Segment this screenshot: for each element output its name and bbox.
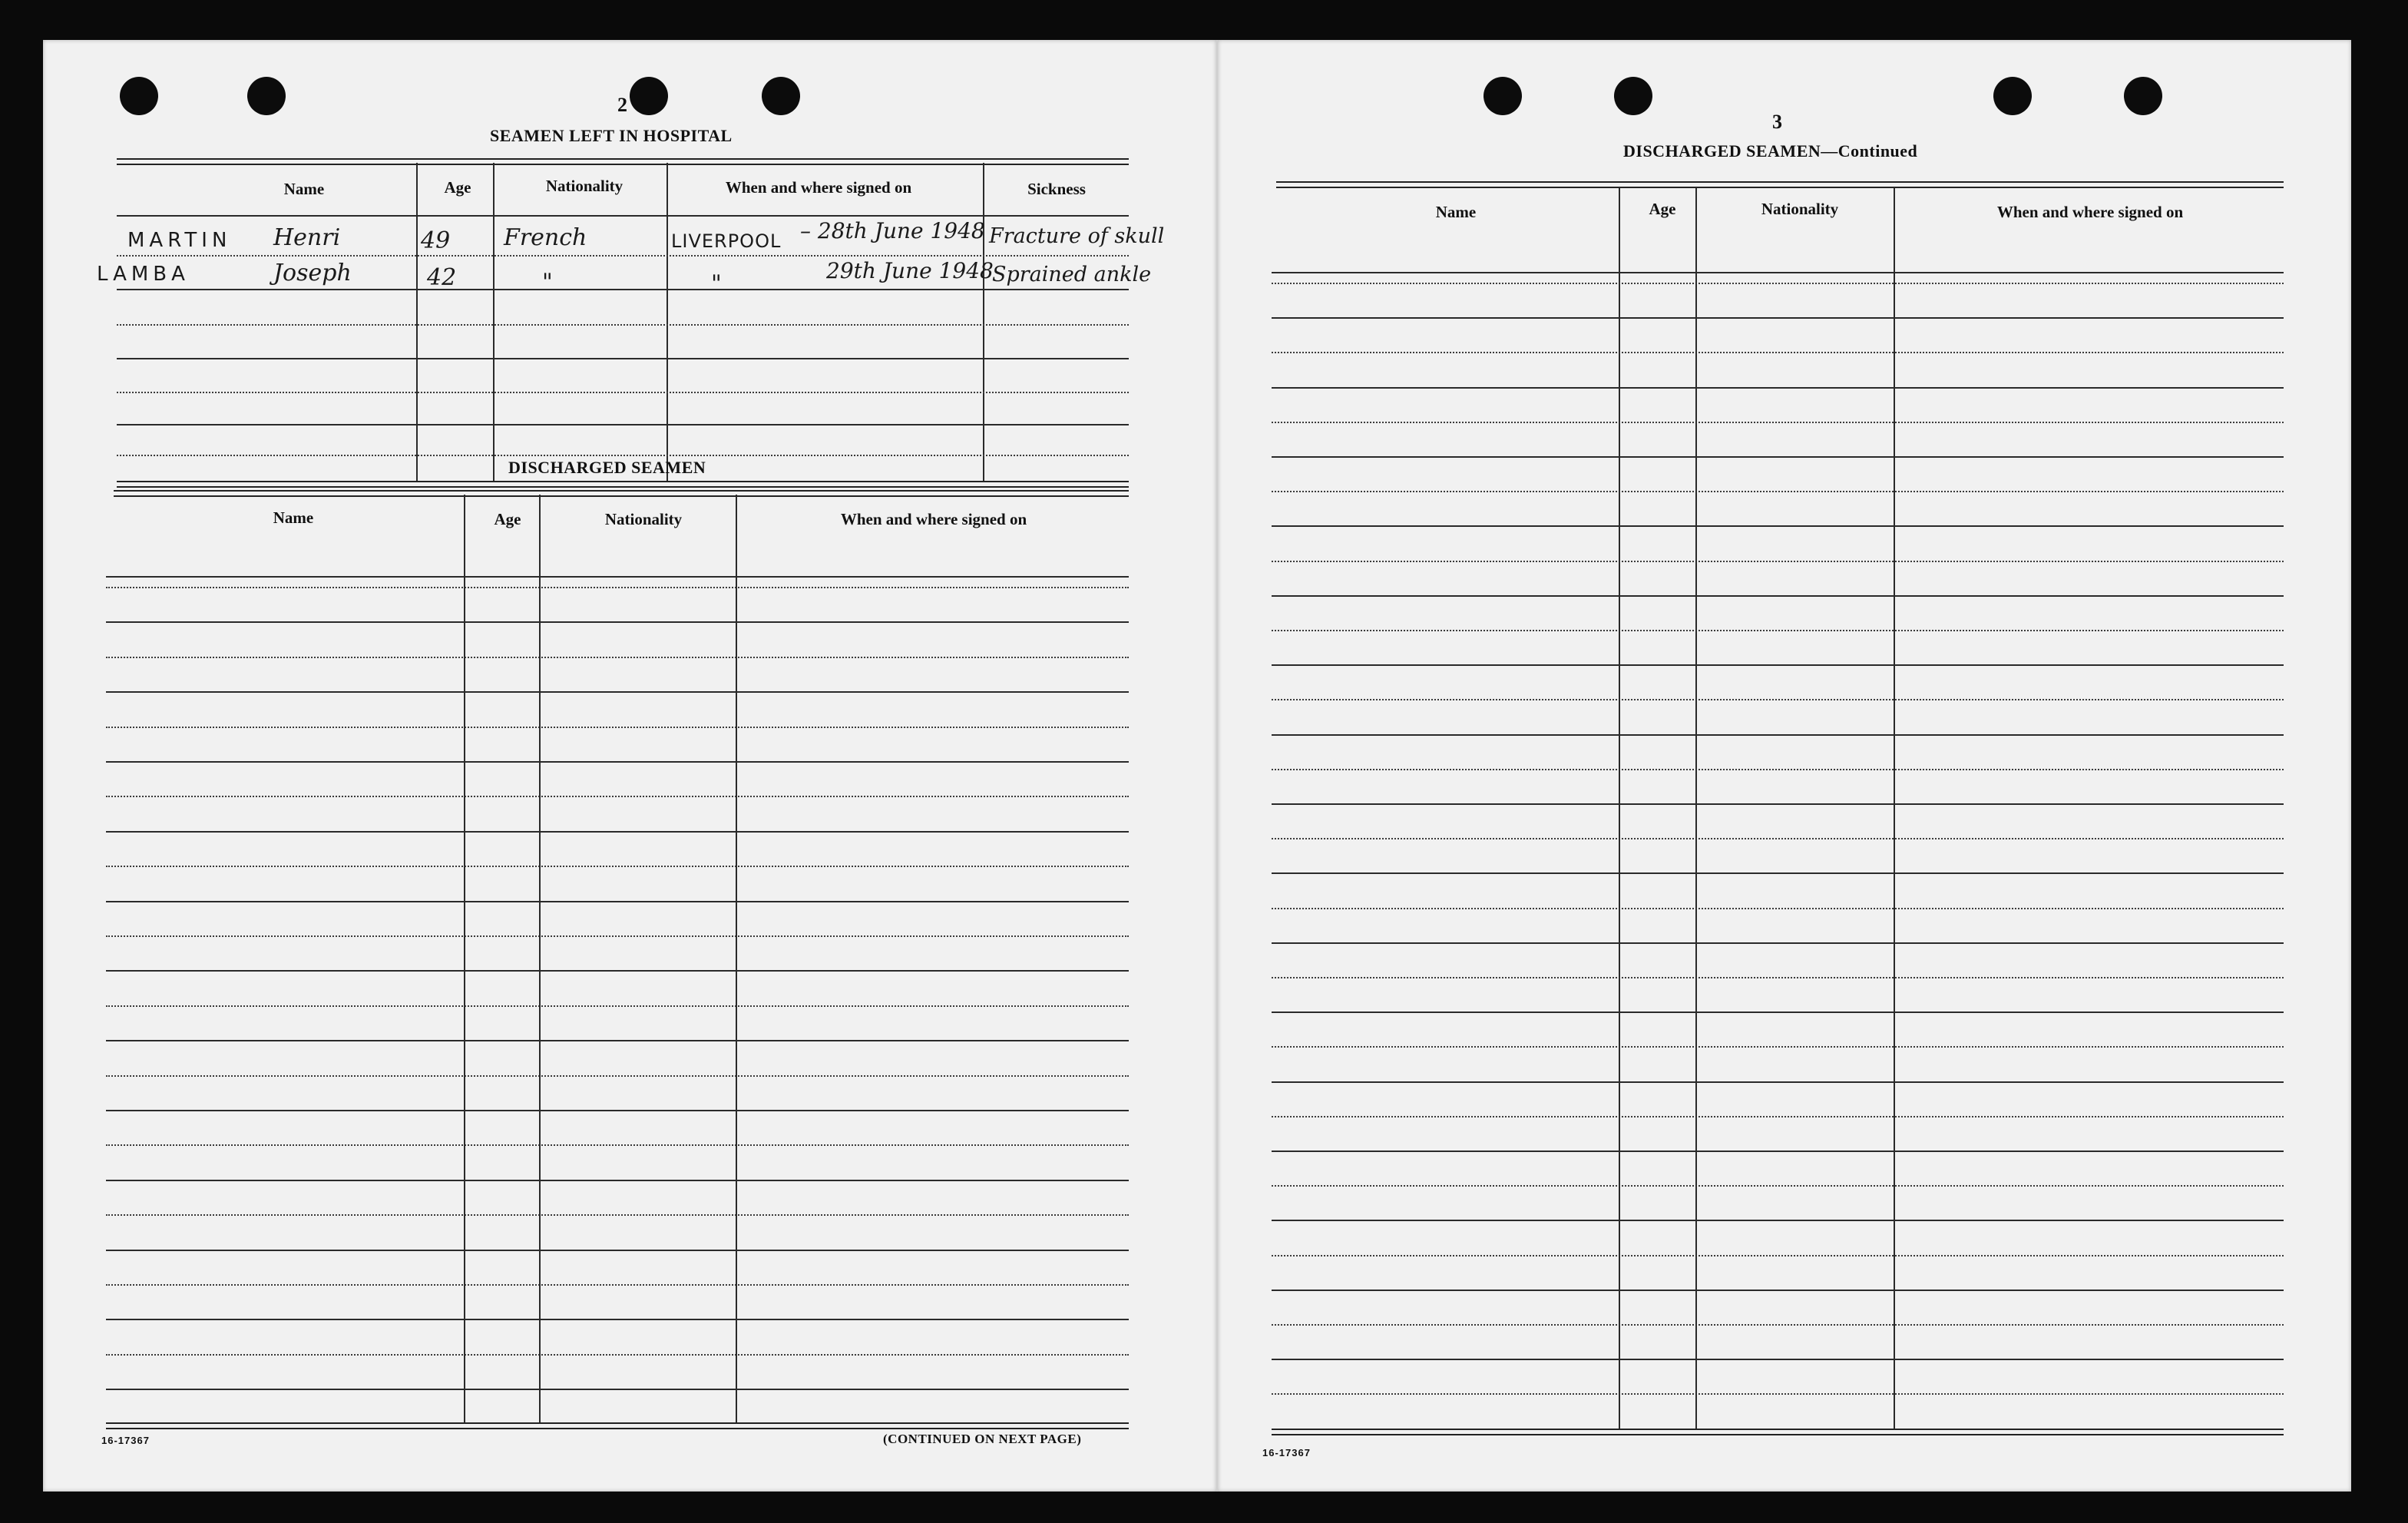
col-when-where: When and where signed on [725, 178, 912, 197]
table-bottom-rule [117, 481, 1129, 488]
row-rule [1272, 699, 2284, 700]
row2-surname: LAMBA [97, 263, 190, 286]
col-name: Name [273, 508, 314, 527]
discharged-section-title: DISCHARGED SEAMEN [508, 458, 706, 477]
row-rule [106, 1180, 1129, 1181]
row-rule [1272, 491, 2284, 492]
punch-hole [2124, 77, 2162, 115]
row-rule [1272, 908, 2284, 909]
col-age: Age [494, 510, 521, 528]
continued-note: (CONTINUED ON NEXT PAGE) [883, 1432, 1082, 1446]
col-age: Age [1649, 200, 1676, 218]
col-name: Name [1435, 203, 1477, 221]
row-rule [1272, 352, 2284, 353]
row-rule [106, 1319, 1129, 1320]
col-divider [666, 163, 668, 481]
table-top-rule [114, 490, 1129, 497]
row-rule [1272, 977, 2284, 978]
row1-surname: MARTIN [127, 229, 232, 252]
row-rule [106, 1005, 1129, 1007]
header-rule [106, 576, 1129, 578]
col-divider [1894, 187, 1895, 1429]
page-number: 2 [617, 94, 627, 116]
row-rule [117, 392, 1129, 393]
row1-age: 49 [421, 227, 451, 254]
col-divider [539, 495, 541, 1422]
row-rule [1272, 1151, 2284, 1152]
row-rule [1272, 664, 2284, 666]
page-number: 3 [1772, 111, 1782, 133]
punch-hole [1614, 77, 1652, 115]
row1-given: Henri [273, 224, 341, 251]
col-divider [464, 495, 465, 1422]
row-rule [1272, 1220, 2284, 1221]
row-rule [117, 255, 1129, 257]
row2-age: 42 [427, 264, 457, 291]
row-rule [106, 1214, 1129, 1216]
row-rule [1272, 595, 2284, 597]
row-rule [106, 1144, 1129, 1146]
row-rule [1272, 1046, 2284, 1048]
col-divider [736, 495, 737, 1422]
row-rule [117, 289, 1129, 290]
row-rule [1272, 1255, 2284, 1256]
row-rule [1272, 525, 2284, 527]
row2-nationality: " [542, 269, 553, 296]
col-nationality: Nationality [604, 510, 683, 528]
header-rule [1272, 272, 2284, 273]
row-rule [1272, 422, 2284, 423]
row-rule [106, 796, 1129, 797]
row-rule [106, 1284, 1129, 1286]
row-rule [1272, 803, 2284, 805]
col-divider [1695, 187, 1697, 1429]
col-when-where: When and where signed on [1996, 203, 2184, 221]
col-nationality: Nationality [545, 177, 624, 195]
row-rule [106, 761, 1129, 763]
header-rule [117, 215, 1129, 217]
row-rule [1272, 1290, 2284, 1291]
col-divider [983, 163, 984, 481]
punch-hole [247, 77, 286, 115]
row-rule [106, 587, 1129, 588]
row-rule [1272, 387, 2284, 389]
row-rule [106, 1110, 1129, 1111]
row-rule [1272, 1359, 2284, 1360]
col-nationality: Nationality [1761, 200, 1839, 218]
punch-hole [1484, 77, 1522, 115]
col-divider [493, 163, 495, 481]
punch-hole [762, 77, 800, 115]
row1-date: – 28th June 1948 [800, 218, 985, 243]
row-rule [106, 901, 1129, 902]
row-rule [1272, 1011, 2284, 1013]
form-code: 16-17367 [1262, 1447, 1311, 1458]
row-rule [106, 935, 1129, 937]
table-bottom-rule [1272, 1429, 2284, 1435]
row-rule [106, 657, 1129, 658]
row2-given: Joseph [273, 260, 352, 286]
row-rule [1272, 1324, 2284, 1326]
row-rule [106, 691, 1129, 693]
row-rule [106, 831, 1129, 833]
row1-place: LIVERPOOL [671, 230, 782, 252]
row2-date: 29th June 1948 [826, 258, 994, 283]
row-rule [106, 1354, 1129, 1356]
row-rule [1272, 734, 2284, 736]
row-rule [106, 621, 1129, 623]
col-name: Name [283, 180, 325, 198]
row-rule [1272, 1116, 2284, 1117]
row-rule [106, 1040, 1129, 1041]
col-age: Age [444, 178, 471, 197]
row-rule [1272, 1393, 2284, 1395]
row-rule [106, 727, 1129, 728]
punch-hole [1993, 77, 2032, 115]
row1-sickness: Fracture of skull [989, 224, 1165, 248]
row-rule [106, 970, 1129, 972]
row-rule [117, 424, 1129, 425]
row2-sickness: Sprained ankle [992, 263, 1152, 286]
row-rule [106, 866, 1129, 867]
row2-place: " [711, 270, 722, 297]
row-rule [1272, 872, 2284, 874]
left-page [43, 40, 1216, 1492]
punch-hole [630, 77, 668, 115]
form-code: 16-17367 [101, 1435, 150, 1446]
row-rule [106, 1250, 1129, 1251]
section-title: DISCHARGED SEAMEN—Continued [1623, 141, 1918, 161]
row-rule [117, 455, 1129, 456]
col-sickness: Sickness [1027, 180, 1086, 198]
row-rule [1272, 630, 2284, 631]
row-rule [106, 1075, 1129, 1077]
row-rule [1272, 942, 2284, 944]
row-rule [1272, 283, 2284, 284]
row-rule [1272, 769, 2284, 770]
col-divider [416, 163, 418, 481]
hospital-section-title: SEAMEN LEFT IN HOSPITAL [490, 126, 733, 145]
row-rule [1272, 1185, 2284, 1187]
col-divider [1619, 187, 1620, 1429]
col-when-where: When and where signed on [840, 510, 1027, 528]
row-rule [1272, 838, 2284, 839]
row-rule [117, 324, 1129, 326]
row-rule [106, 1389, 1129, 1390]
right-page [1216, 40, 2351, 1492]
row-rule [1272, 456, 2284, 458]
table-top-rule [1276, 181, 2284, 188]
punch-hole [120, 77, 158, 115]
row-rule [1272, 317, 2284, 319]
table-bottom-rule [106, 1422, 1129, 1429]
row1-nationality: French [504, 224, 587, 251]
row-rule [1272, 1081, 2284, 1083]
row-rule [117, 358, 1129, 359]
table-top-rule [117, 158, 1129, 165]
row-rule [1272, 561, 2284, 562]
